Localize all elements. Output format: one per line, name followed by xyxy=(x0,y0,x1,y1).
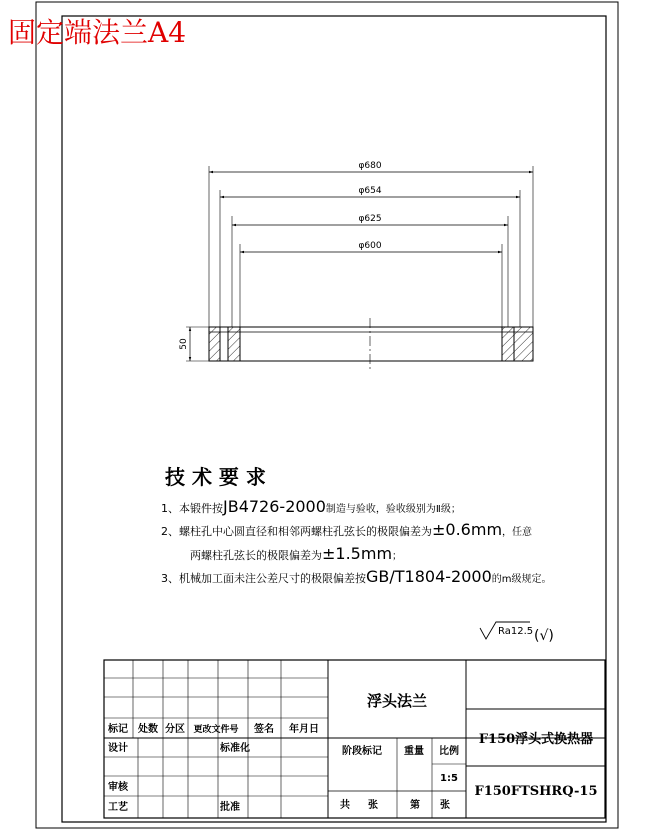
rev-header-date: 年月日 xyxy=(289,724,319,735)
rev-header-zone: 分区 xyxy=(165,724,185,735)
tech-item-3: 3、机械加工面未注公差尺寸的极限偏差按GB/T1804-2000的m级规定。 xyxy=(161,567,552,586)
tech-item-2: 2、螺柱孔中心圆直径和相邻两螺柱孔弦长的极限偏差为±0.6mm，任意 xyxy=(161,520,533,539)
surface-roughness xyxy=(480,622,554,644)
technical-requirements xyxy=(161,465,552,586)
inner-drawing-frame xyxy=(62,16,606,822)
tech-item-2b: 两螺柱孔弦长的极限偏差为±1.5mm； xyxy=(190,544,403,563)
rev-header-docno: 更改文件号 xyxy=(193,725,239,735)
roughness-value: Ra12.5 xyxy=(498,626,534,637)
dim-label-680: φ680 xyxy=(358,161,382,171)
process-label: 工艺 xyxy=(108,802,128,813)
part-name: 浮头法兰 xyxy=(366,692,428,710)
rev-header-sign: 签名 xyxy=(254,724,274,735)
design-label: 设计 xyxy=(108,743,128,754)
drawing-number: F150FTSHRQ-15 xyxy=(474,784,598,799)
tech-item-1: 1、本锻件按JB4726-2000制造与验收，验收级别为Ⅱ级； xyxy=(161,497,461,516)
corner-title: 固定端法兰A4 xyxy=(8,16,187,49)
rev-header-mark: 标记 xyxy=(108,724,128,735)
dim-label-654: φ654 xyxy=(358,186,382,196)
dim-label-thickness: 50 xyxy=(179,338,189,350)
sheet-unit-2: 张 xyxy=(440,800,450,811)
scale-value: 1:5 xyxy=(440,773,458,784)
left-section-hatch xyxy=(209,327,220,361)
standardize-label: 标准化 xyxy=(220,743,250,754)
weight-label: 重量 xyxy=(404,746,424,757)
title-block-labels xyxy=(107,722,459,813)
right-section-hatch xyxy=(514,327,533,361)
sheet-unit-1: 张 xyxy=(368,800,378,811)
approve-label: 批准 xyxy=(220,802,240,813)
total-label: 共 xyxy=(340,800,350,811)
right-inner-hatch xyxy=(502,327,514,361)
sheet-label: 第 xyxy=(410,800,420,811)
left-inner-hatch xyxy=(228,327,240,361)
review-label: 审核 xyxy=(108,782,128,793)
tech-heading: 技 术 要 求 xyxy=(165,465,266,489)
rev-header-count: 处数 xyxy=(138,724,158,735)
stage-label: 阶段标记 xyxy=(342,746,382,757)
roughness-suffix: (√) xyxy=(534,628,554,644)
project-name: F150浮头式换热器 xyxy=(478,732,594,747)
dim-label-600: φ600 xyxy=(358,241,382,251)
outer-sheet-border xyxy=(36,2,618,828)
dim-label-625: φ625 xyxy=(358,214,382,224)
scale-label: 比例 xyxy=(439,746,459,757)
flange-section-view xyxy=(179,161,533,370)
